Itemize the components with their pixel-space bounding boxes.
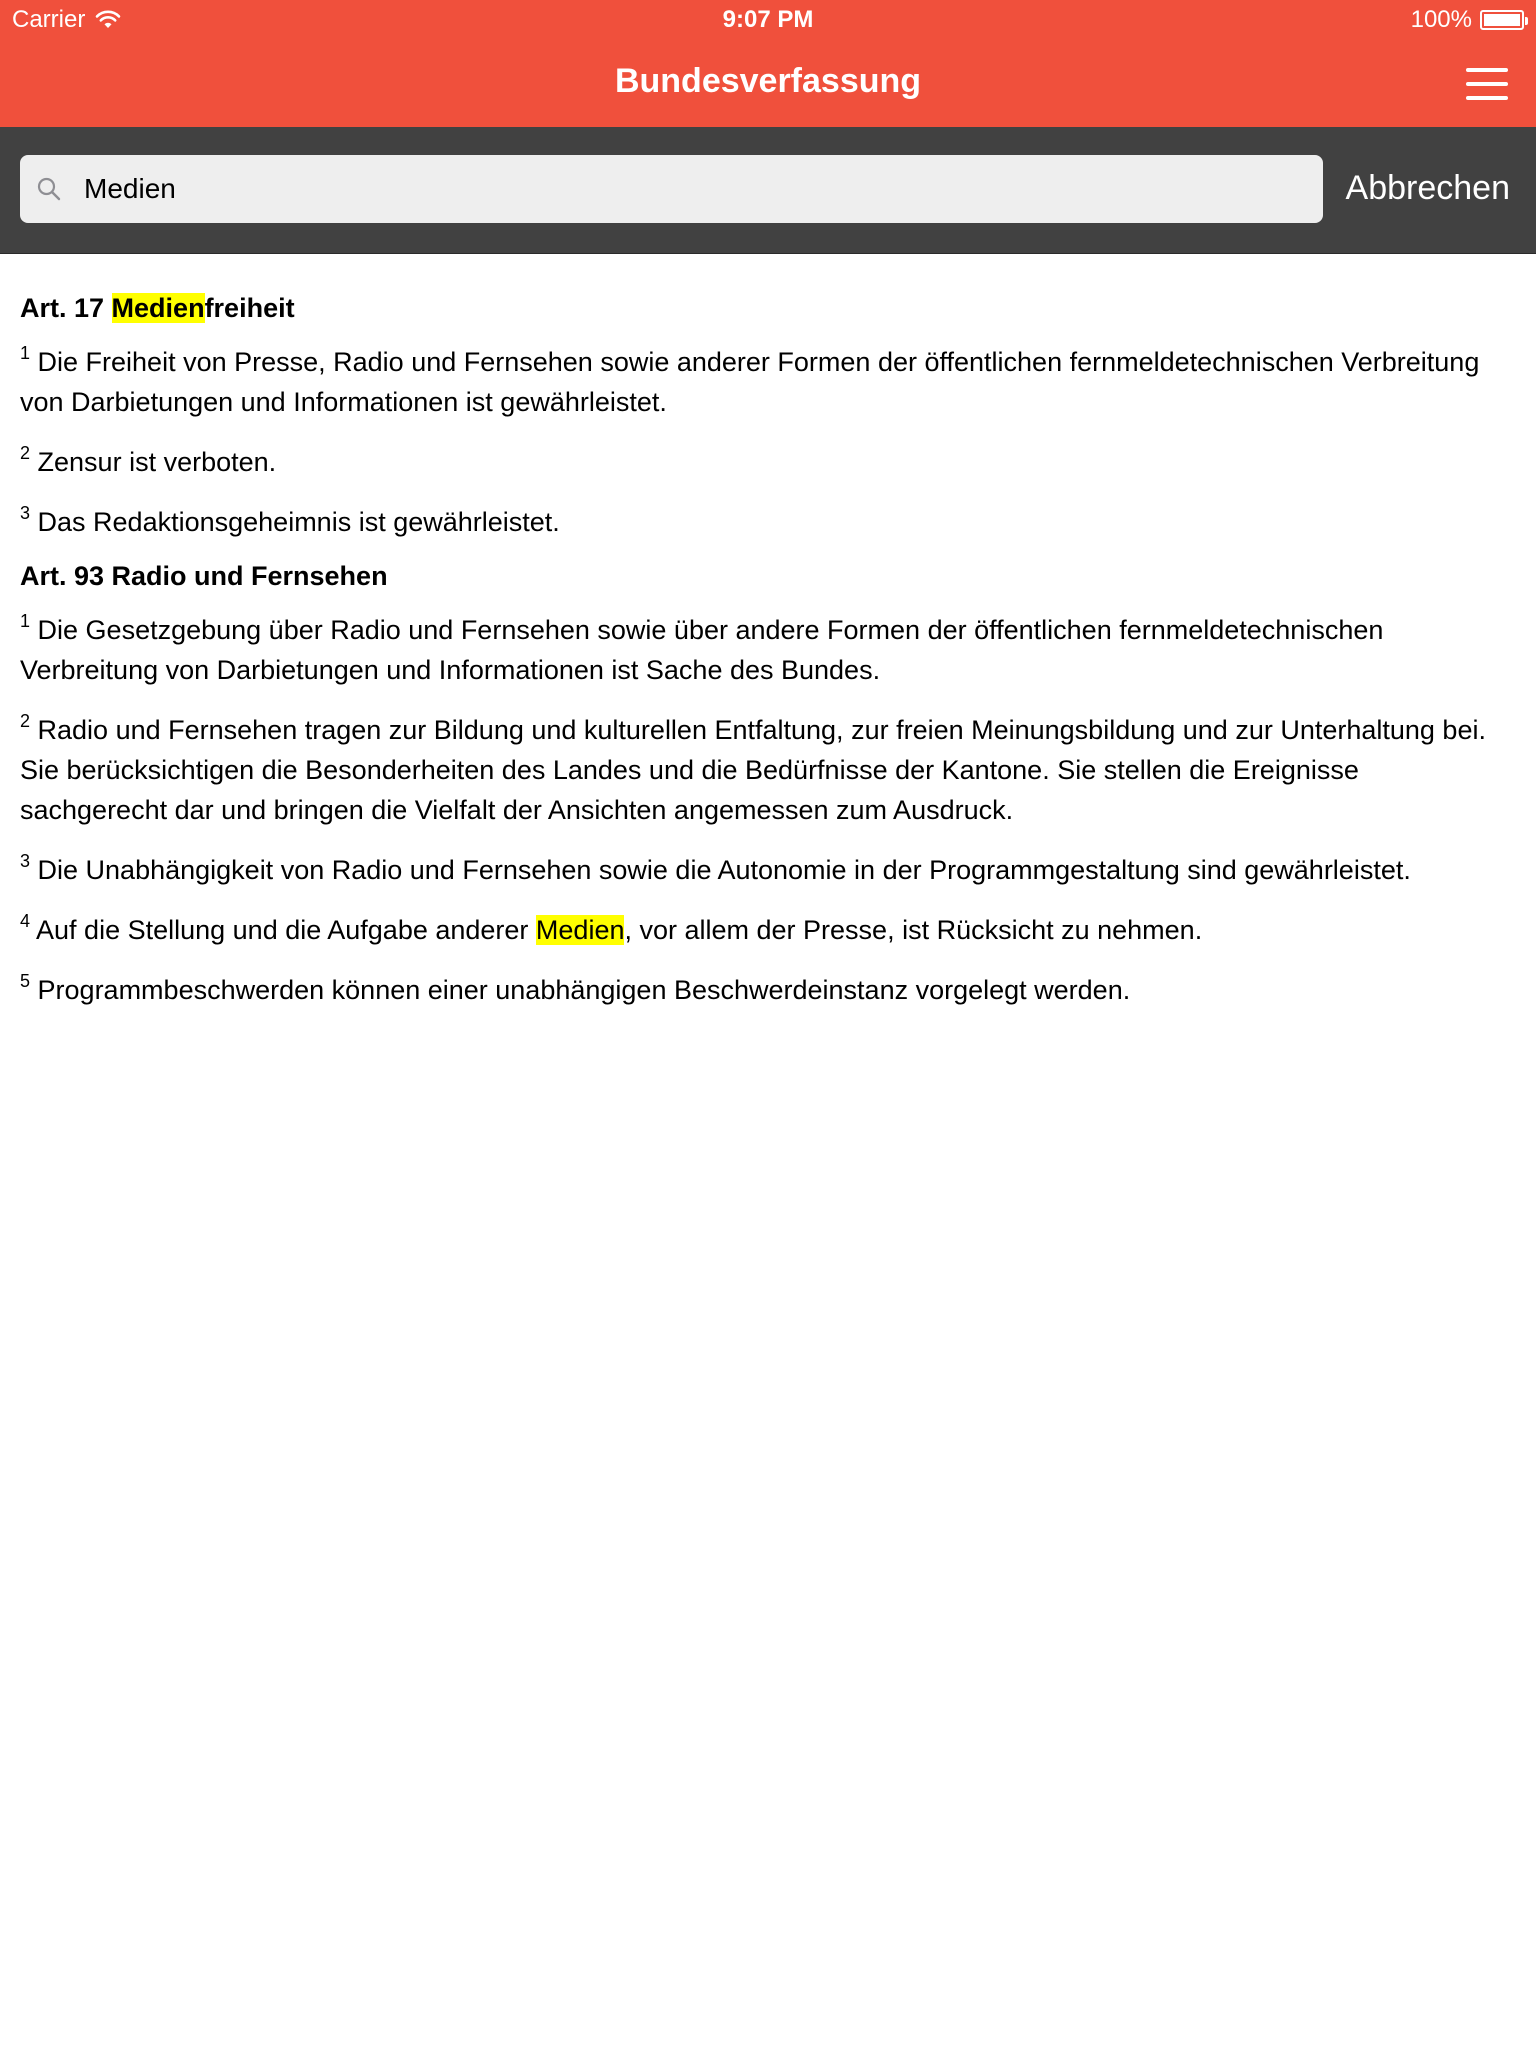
search-bar [0,127,1536,254]
paragraph [20,710,1510,830]
cancel-button[interactable]: Abbrechen [1345,169,1510,207]
search-highlight: Medien [111,293,205,323]
paragraph [20,970,1510,1010]
paragraph-text: Radio und Fernsehen tragen zur Bildung und kulturellen Entfaltung, zur freien Meinungsbildung und zur Unterhaltung bei. Sie berücksichtigen die Besonderheiten des Landes und die Bedürfnisse der Kantone. Sie stellen die Ereignisse sachgerecht dar und bringen die Vielfalt der Ansichten angemessen zum Ausdruck. [20,715,1486,825]
paragraph-text: Zensur ist verboten. [37,447,277,477]
paragraph-text: Die Unabhängigkeit von Radio und Fernsehen sowie die Autonomie in der Programmgestaltung sind gewährleistet. [37,855,1411,885]
paragraph [20,502,1510,542]
paragraph [20,342,1510,422]
paragraph-number: 1 [20,611,31,631]
paragraph-number: 5 [20,971,31,991]
status-bar [0,0,1536,40]
article-title[interactable]: Art. 17 Medienfreiheit [20,293,295,323]
paragraph-number: 3 [20,503,31,523]
paragraph-text: Das Redaktionsgeheimnis ist gewährleistet. [37,507,560,537]
search-results [20,288,1510,1030]
paragraph-number: 1 [20,343,31,363]
paragraph-text: Die Gesetzgebung über Radio und Fernsehen sowie über andere Formen der öffentlichen fernmeldetechnischen Verbreitung von Darbietungen und Informationen ist Sache des Bundes. [20,615,1384,685]
status-right [1411,6,1524,34]
paragraph-text: Die Freiheit von Presse, Radio und Fernsehen sowie anderer Formen der öffentlichen fernmeldetechnischen Verbreitung von Darbietungen und Informationen ist gewährleistet. [20,347,1480,417]
article-title[interactable]: Art. 93 Radio und Fernsehen [20,561,388,591]
navigation-bar [0,40,1536,127]
paragraph-text: Auf die Stellung und die Aufgabe anderer [36,915,536,945]
top-bar [0,0,1536,127]
paragraph-text: Programmbeschwerden können einer unabhängigen Beschwerdeinstanz vorgelegt werden. [37,975,1131,1005]
carrier-label: Carrier [12,6,86,33]
page-title: Bundesverfassung [614,62,922,100]
paragraph-number: 3 [20,851,31,871]
paragraph [20,850,1510,890]
paragraph-number: 2 [20,711,31,731]
battery-icon [1480,10,1524,30]
battery-level [1484,14,1520,26]
search-icon [36,176,62,202]
hamburger-menu-icon[interactable] [1466,68,1508,100]
paragraph-text: , vor allem der Presse, ist Rücksicht zu nehmen. [624,915,1203,945]
search-input[interactable] [84,155,1304,223]
search-field[interactable] [20,155,1323,223]
battery-percent: 100% [1410,6,1472,33]
paragraph [20,610,1510,690]
status-time: 9:07 PM [722,6,814,33]
paragraph-number: 4 [20,911,31,931]
paragraph-number: 2 [20,443,31,463]
paragraph [20,442,1510,482]
search-highlight: Medien [535,915,625,945]
paragraph [20,910,1510,950]
